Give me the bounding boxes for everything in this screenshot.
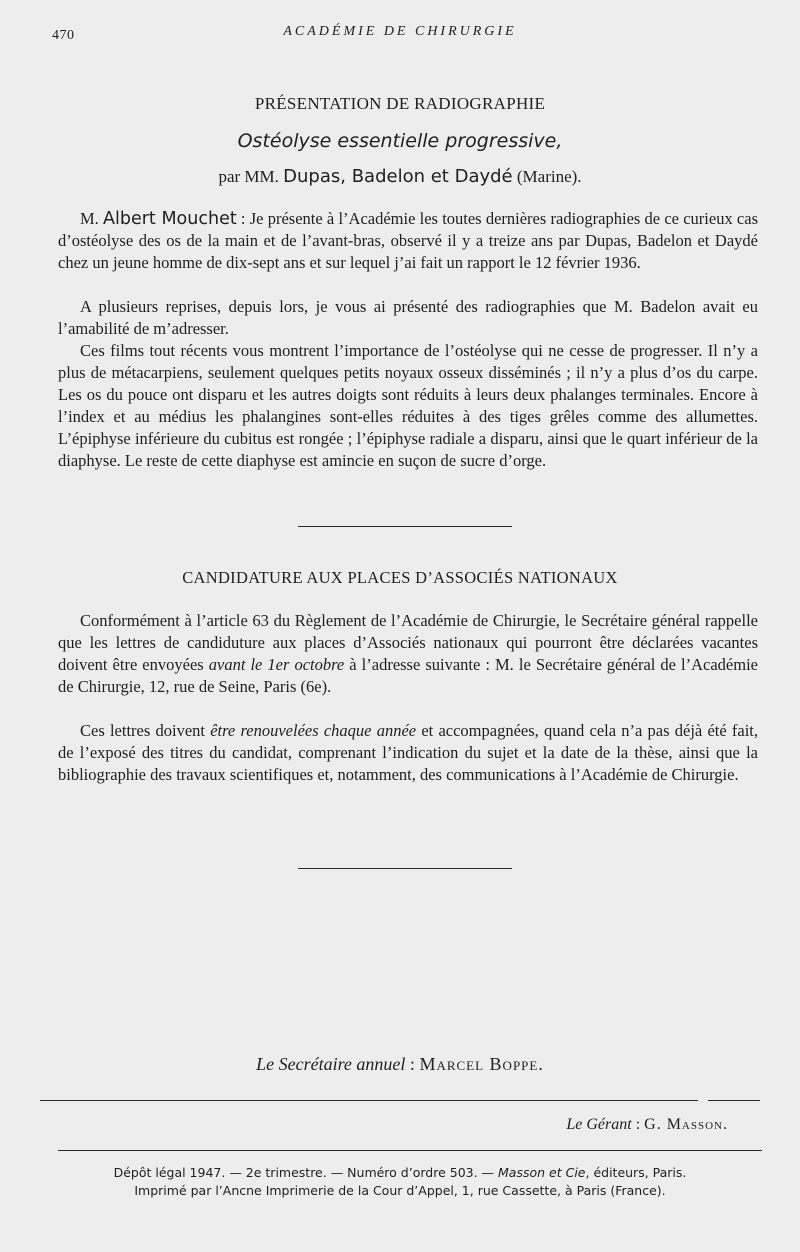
gerant-signature (566, 1116, 728, 1134)
page-number: 470 (52, 28, 75, 43)
publisher-name: Masson et Cie (498, 1165, 586, 1180)
paragraph-text: Ces lettres doivent (80, 721, 211, 740)
paragraph-text: et accompagnées, quand cela n’a pas déjà été fait, de l’exposé des titres du candidat, comprenant l’indication du sujet et la date de la thèse, ainsi que la bibliographie des travaux scientifiques et, notamment, des communications à l’Académie de Chirurgie. (58, 721, 759, 784)
speaker-name: Albert Mouchet (103, 209, 237, 229)
byline-prefix: par MM. (218, 167, 279, 186)
paragraph-conformement (58, 610, 758, 698)
section-title-radiographie: PRÉSENTATION DE RADIOGRAPHIE (254, 94, 546, 113)
section-divider (298, 526, 512, 527)
signature-separator: : (405, 1054, 420, 1074)
running-head: ACADÉMIE DE CHIRURGIE (283, 24, 517, 39)
paragraph-films (58, 340, 758, 472)
section-title-candidature: CANDIDATURE AUX PLACES D’ASSOCIÉS NATIONAUX (182, 568, 618, 587)
paragraph-text: à l’adresse suivante : M. le Secrétaire général de l’Académie de Chirurgie, 12, rue de Seine, Paris (6e). (58, 655, 758, 696)
gerant-name: G. Masson. (644, 1116, 728, 1133)
paragraph-mouchet-intro (58, 208, 758, 274)
secretary-label: Le Secrétaire annuel (256, 1054, 406, 1074)
byline-affiliation: (Marine). (516, 167, 582, 186)
imprint-printer-line: Imprimé par l’Ancne Imprimerie de la Cour d’Appel, 1, rue Cassette, à Paris (France). (134, 1183, 666, 1198)
footer-rule-short (708, 1100, 760, 1101)
paragraph-text: Ces films tout récents vous montrent l’importance de l’ostéolyse qui ne cesse de progresser. Il n’y a plus de métacarpiens, seulement quelques petits noyaux osseux disséminés ; il n’y a plus d’os du carpe. Les os du pouce ont disparu et les autres doigts sont réduits à leurs deux phalanges terminales. Encore à l’index et au médius les phalangines sont-elles réduites à des tiges grêles comme des allumettes. L’épiphyse inférieure du cubitus est rongée ; l’épiphyse radiale a disparu, ainsi que le quart inférieur de la diaphyse. Le reste de cette diaphyse est amincie en suçon de sucre d’orge. (58, 341, 758, 470)
imprint-rule (58, 1150, 762, 1151)
paragraph-lettres (58, 720, 758, 786)
imprint-text: , éditeurs, Paris. (585, 1165, 687, 1180)
emphasis-renewal: être renouvelées chaque année (210, 721, 417, 740)
imprint-text: Dépôt légal 1947. — 2e trimestre. — Numéro d’ordre 503. — (113, 1165, 499, 1180)
gerant-label: Le Gérant (566, 1116, 632, 1133)
speaker-title: M. (80, 209, 99, 228)
paragraph-reprises (58, 296, 758, 340)
paragraph-text: Conformément à l’article 63 du Règlement de l’Académie de Chirurgie, le Secrétaire général rappelle que les lettres de candiduture aux places d’Associés nationaux qui pourront être déclarées vacantes doivent être envoyées (58, 611, 758, 674)
secretary-name: Marcel Boppe. (419, 1054, 544, 1074)
paragraph-text: : Je présente à l’Académie les toutes dernières radiographies de ce curieux cas d’ostéolyse des os de la main et de l’avant-bras, observé il y a treize ans par Dupas, Badelon et Daydé chez un jeune homme de dix-sept ans et sur lequel j’ai fait un rapport le 12 février 1936. (58, 209, 758, 272)
byline (0, 166, 800, 187)
imprint-legal-line (0, 1164, 800, 1182)
paragraph-text: A plusieurs reprises, depuis lors, je vous ai présenté des radiographies que M. Badelon avait eu l’amabilité de m’adresser. (58, 297, 758, 338)
article-subtitle: Ostéolyse essentielle progressive, (237, 130, 563, 152)
section-divider (298, 868, 512, 869)
footer-rule (40, 1100, 698, 1101)
secretary-signature (0, 1054, 800, 1075)
signature-separator: : (631, 1116, 645, 1133)
emphasis-deadline: avant le 1er octobre (208, 655, 345, 674)
byline-authors: Dupas, Badelon et Daydé (283, 166, 513, 187)
